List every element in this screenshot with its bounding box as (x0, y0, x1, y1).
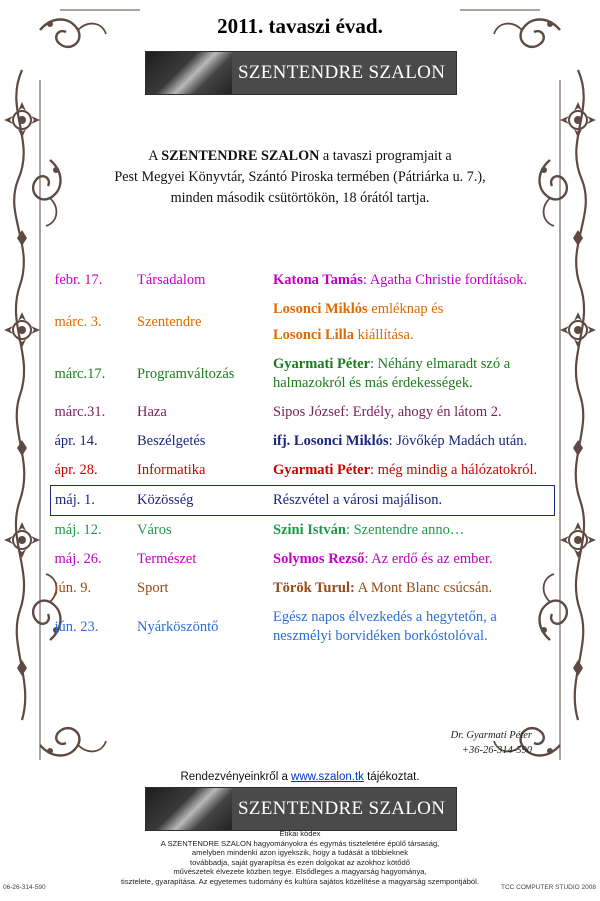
event-topic: Város (137, 522, 172, 538)
ethics-line: amelyben mindenki azon igyekszik, hogy a tudását a többieknek (191, 848, 409, 858)
event-description (269, 456, 555, 486)
info-line (0, 771, 600, 783)
event-date: ápr. 28. (54, 462, 98, 478)
event-description (269, 427, 555, 456)
ethics-title: Etikai kódex (279, 829, 321, 838)
event-description (269, 350, 555, 398)
event-date: máj. 12. (54, 522, 102, 538)
event-description (269, 398, 555, 427)
event-speaker: Gyarmati Péter (273, 462, 371, 478)
schedule-row (51, 350, 555, 398)
ethics-code (121, 829, 479, 886)
event-date: márc.31. (54, 404, 106, 420)
banner-text-bottom: SZENTENDRE SZALON (238, 798, 446, 819)
intro-line3: minden második csütörtökön, 18 órától tartja. (170, 190, 430, 206)
ethics-line: művészetek élvezete közben tegye. Elsődleges a magyarság hagyománya, (173, 867, 427, 877)
event-text: Egész napos élvezkedés a hegytetőn, a neszmélyi borvidéken borkóstolóval. (273, 609, 497, 644)
ethics-line: továbbadja, saját gyarapítsa és ezen dolgokat az azokhoz kötődő (190, 857, 410, 867)
intro-line2: Pest Megyei Könyvtár, Szántó Piroska termében (Pátriárka u. 7.), (114, 169, 486, 185)
event-topic: Informatika (137, 462, 206, 478)
event-text: emléknap és (367, 301, 444, 317)
event-text: A Mont Blanc csúcsán. (354, 580, 493, 596)
event-text: : Szentendre anno… (345, 522, 465, 538)
event-date: jún. 9. (54, 580, 92, 596)
handshake-image (146, 52, 232, 94)
event-topic: Haza (137, 404, 167, 420)
website-link[interactable]: www.szalon.tk (291, 771, 364, 783)
season-title: 2011. tavaszi évad. (217, 14, 383, 38)
schedule-row (51, 545, 555, 574)
schedule-row (51, 516, 555, 546)
intro-rest: a tavaszi programjait a (319, 148, 452, 164)
intro-text (60, 146, 540, 209)
banner-text: SZENTENDRE SZALON (238, 62, 446, 83)
intro-lead: A (148, 148, 162, 164)
schedule-row (51, 486, 555, 516)
handshake-image-bottom (146, 788, 232, 830)
event-description (269, 266, 555, 295)
event-date: ápr. 14. (54, 433, 98, 449)
event-description (269, 603, 555, 651)
event-date: máj. 26. (54, 551, 102, 567)
signature-name: Dr. Gyarmati Péter (450, 730, 532, 741)
event-topic: Sport (137, 580, 169, 596)
top-banner (145, 51, 457, 95)
schedule-row (51, 456, 555, 486)
event-date: márc. 3. (54, 314, 102, 330)
event-date: márc.17. (54, 365, 106, 382)
event-topic: Beszélgetés (137, 433, 206, 449)
ethics-line: A SZENTENDRE SZALON hagyományokra és egymás tiszteletére épülő társaság, (160, 838, 440, 848)
event-text: : Agatha Christie fordítások. (362, 272, 528, 288)
info-before: Rendezvényeinkről a (180, 771, 292, 783)
event-date: máj. 1. (51, 486, 134, 516)
event-date: febr. 17. (54, 272, 103, 288)
schedule-row (51, 295, 555, 350)
schedule-row (51, 603, 555, 651)
event-speaker: Szini István (273, 522, 346, 538)
event-topic: Társadalom (137, 272, 206, 288)
event-topic: Nyárköszöntő (137, 618, 219, 635)
schedule-table (50, 266, 555, 651)
footer-credit: TCC COMPUTER STUDIO 2008 (501, 884, 596, 891)
event-speaker: Solymos Rezső (273, 551, 365, 567)
event-text: Sipos József: Erdély, ahogy én látom 2. (273, 404, 502, 420)
event-speaker: Losonci Miklós (273, 301, 368, 317)
bottom-banner (145, 787, 457, 831)
info-after: tájékoztat. (363, 771, 420, 783)
event-speaker: Török Turul: (273, 580, 355, 596)
ethics-line: tisztelete, gyarapítása. Az egyetemes tudomány és kultúra sajátos közelítése a magyarság szempontjából. (121, 876, 479, 886)
event-description (269, 516, 555, 546)
event-description (269, 486, 555, 516)
event-speaker: ifj. Losonci Miklós (273, 433, 389, 449)
schedule-row (51, 398, 555, 427)
event-description (269, 295, 555, 350)
event-topic: Természet (137, 551, 197, 567)
event-text: : Az erdő és az ember. (364, 551, 493, 567)
schedule-row (51, 574, 555, 603)
schedule-row (51, 427, 555, 456)
event-description (269, 574, 555, 603)
footer-phone: 06-26-314-590 (3, 884, 46, 891)
schedule-row (51, 266, 555, 295)
event-description (269, 545, 555, 574)
intro-org-name: SZENTENDRE SZALON (161, 148, 320, 164)
event-speaker: Losonci Lilla (273, 327, 354, 343)
event-text: : Jövőkép Madách után. (388, 433, 528, 449)
event-speaker: Katona Tamás (273, 272, 363, 288)
event-text: Részvétel a városi majálison. (273, 492, 443, 508)
event-topic: Szentendre (137, 314, 202, 330)
event-date: jún. 23. (54, 618, 99, 635)
event-text: : Néhány elmaradt szó a halmazokról és más érdekességek. (273, 356, 511, 391)
event-text: : még mindig a hálózatokról. (370, 462, 538, 478)
signature (451, 728, 532, 758)
event-topic: Programváltozás (137, 365, 235, 382)
event-text: kiállítása. (353, 327, 414, 343)
event-speaker: Gyarmati Péter (273, 356, 371, 372)
signature-phone: +36-26-314-590 (461, 745, 532, 756)
event-topic: Közösség (133, 486, 269, 516)
